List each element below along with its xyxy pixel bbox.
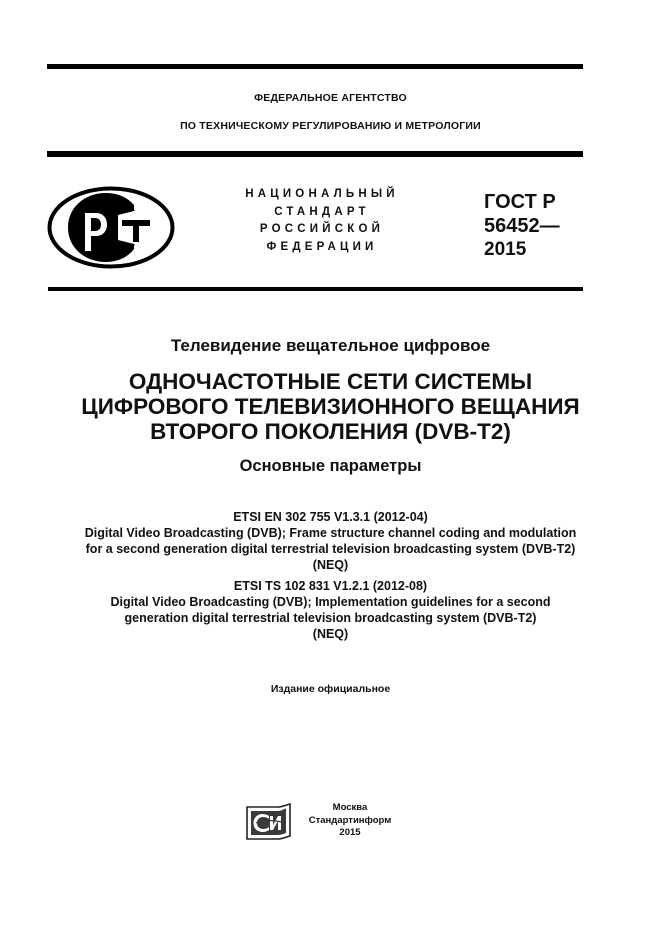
reference-1 <box>0 509 661 573</box>
main-title-line-2: ЦИФРОВОГО ТЕЛЕВИЗИОННОГО ВЕЩАНИЯ <box>81 394 580 419</box>
main-title-line-3: ВТОРОГО ПОКОЛЕНИЯ (DVB-T2) <box>150 419 511 444</box>
reference-1-code: ETSI EN 302 755 V1.3.1 (2012-04) <box>233 510 428 524</box>
standard-bottom-rule <box>48 287 583 291</box>
publisher-name: Стандартинформ <box>308 814 392 826</box>
national-line-2: СТАНДАРТ <box>274 205 370 218</box>
agency-line-2: ПО ТЕХНИЧЕСКОМУ РЕГУЛИРОВАНИЮ И МЕТРОЛОГИИ <box>180 120 481 132</box>
category-title: Телевидение вещательное цифровое <box>170 336 491 355</box>
reference-2-line-1: Digital Video Broadcasting (DVB); Implementation guidelines for a second <box>110 595 551 609</box>
reference-1-equivalence: (NEQ) <box>312 558 349 572</box>
gost-r-logo <box>46 185 176 270</box>
reference-2-equivalence: (NEQ) <box>312 627 349 641</box>
main-title <box>0 369 661 444</box>
reference-1-line-1: Digital Video Broadcasting (DVB); Frame structure channel coding and modulation <box>84 526 577 540</box>
publisher-year: 2015 <box>339 827 361 838</box>
main-title-line-1: ОДНОЧАСТОТНЫЕ СЕТИ СИСТЕМЫ <box>128 369 533 394</box>
gost-r-certification-logo-icon <box>46 185 176 270</box>
edition-label: Издание официальное <box>270 683 391 695</box>
national-line-1: НАЦИОНАЛЬНЫЙ <box>245 188 399 200</box>
top-rule <box>47 64 583 69</box>
standartinform-logo-icon <box>244 803 294 841</box>
publisher-info <box>300 802 400 840</box>
national-line-4: ФЕДЕРАЦИИ <box>266 240 378 253</box>
gost-designation <box>484 190 560 262</box>
reference-2-code: ETSI TS 102 831 V1.2.1 (2012-08) <box>233 579 428 593</box>
gost-number: 56452— <box>484 215 560 237</box>
gost-prefix: ГОСТ Р <box>484 191 556 213</box>
agency-line-1: ФЕДЕРАЛЬНОЕ АГЕНТСТВО <box>254 92 407 104</box>
document-subtitle: Основные параметры <box>239 457 422 475</box>
gost-year: 2015 <box>484 239 527 260</box>
reference-2-line-2: generation digital terrestrial television broadcasting system (DVB-T2) <box>124 611 537 625</box>
reference-2 <box>0 578 661 642</box>
agency-bottom-rule <box>47 151 583 157</box>
national-line-3: РОССИЙСКОЙ <box>259 223 385 235</box>
publisher-city: Москва <box>332 802 368 813</box>
reference-1-line-2: for a second generation digital terrestrial television broadcasting system (DVB-T2) <box>85 542 576 556</box>
national-standard-label <box>232 186 412 256</box>
publisher-logo <box>244 803 294 841</box>
